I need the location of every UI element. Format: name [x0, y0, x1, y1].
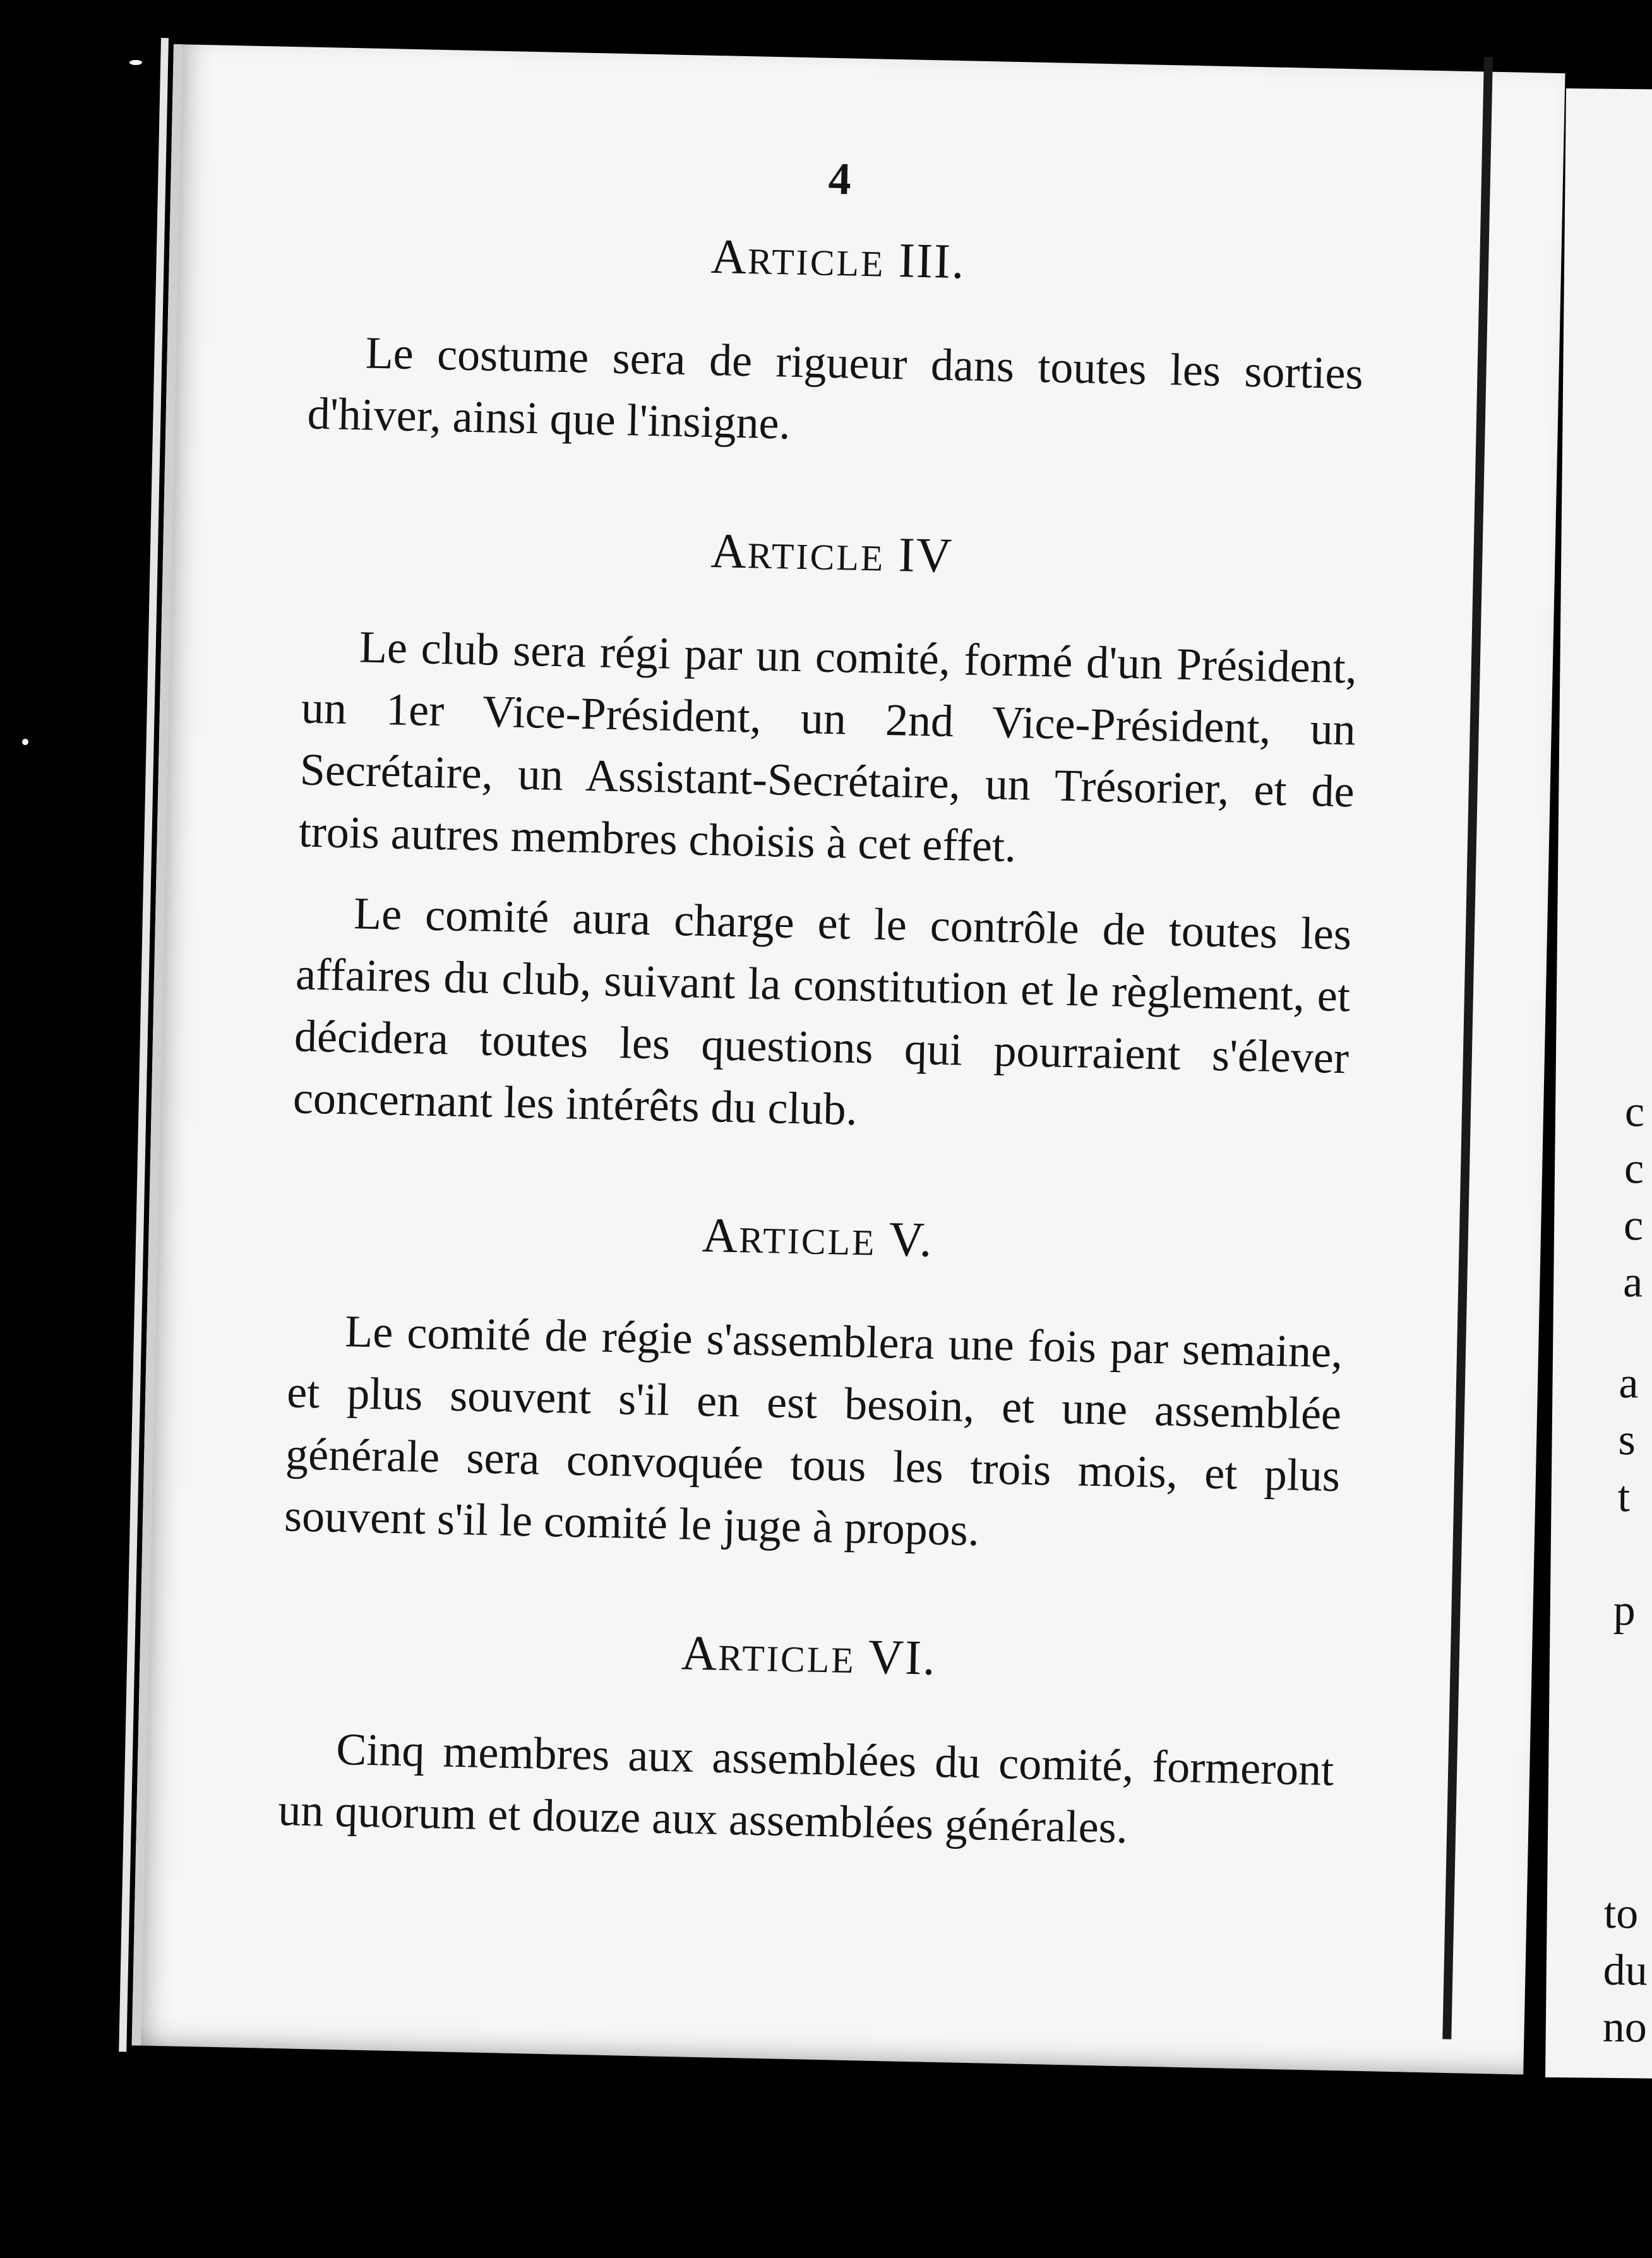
article-numeral: III.	[898, 232, 966, 289]
facing-page-fragment: a	[1619, 1358, 1639, 1408]
page-number: 4	[827, 153, 852, 205]
article-paragraph: Le costume sera de rigueur dans toutes les sorties d'hiver, ainsi que l'insigne.	[306, 327, 1364, 449]
facing-page-fragment: c	[1624, 1144, 1644, 1193]
article-title: ARTICLE V.	[701, 1207, 934, 1267]
scan-speck	[22, 739, 28, 745]
article-paragraph: Le comité aura charge et le contrôle de toutes les affaires du club, suivant la constitution et le règlement, et décidera toutes les questions qui pourraient s'élever concernant les intérêts du club.	[292, 888, 1352, 1135]
article-numeral: VI.	[867, 1628, 937, 1685]
article-paragraph: Le club sera régi par un comité, formé d'un Président, un 1er Vice-Président, un 2nd Vice-Président, un Secrétaire, un Assistant-Secrétaire, un Trésorier, et de trois autres membres choisis à cet effet.	[298, 621, 1358, 872]
article-v	[284, 1198, 1345, 1568]
facing-page-fragment: a	[1622, 1258, 1643, 1307]
article-paragraph: Le comité de régie s'assemblera une fois par semaine, et plus souvent s'il en est besoin, et une assemblée générale sera convoquée tous les trois mois, et plus souvent s'il le comité le juge à propos.	[284, 1306, 1343, 1556]
article-vi	[277, 1616, 1336, 1863]
scan-speck	[129, 60, 142, 65]
article-numeral: V.	[888, 1211, 934, 1267]
article-title: ARTICLE IV	[710, 522, 954, 583]
article-iii	[307, 220, 1366, 467]
article-paragraph: Cinq membres aux assemblées du comité, formeront un quorum et douze aux assemblées générales.	[277, 1723, 1335, 1853]
facing-page-edge	[1545, 88, 1652, 2079]
facing-page-fragment: c	[1623, 1201, 1644, 1250]
facing-page-fragment: no	[1602, 2002, 1648, 2052]
facing-page-fragment: du	[1603, 1945, 1648, 1995]
article-title: ARTICLE VI.	[681, 1625, 937, 1685]
facing-page-fragment: t	[1617, 1472, 1631, 1522]
article-iv	[292, 514, 1360, 1151]
facing-page-fragment: c	[1624, 1087, 1645, 1137]
article-title: ARTICLE III.	[710, 228, 966, 289]
article-numeral: IV	[897, 527, 954, 583]
page-content	[276, 142, 1367, 1932]
book-page	[132, 44, 1565, 2074]
facing-page-fragment: to	[1603, 1889, 1639, 1938]
facing-page-fragment: s	[1618, 1415, 1636, 1465]
facing-page-fragment: p	[1613, 1586, 1636, 1635]
